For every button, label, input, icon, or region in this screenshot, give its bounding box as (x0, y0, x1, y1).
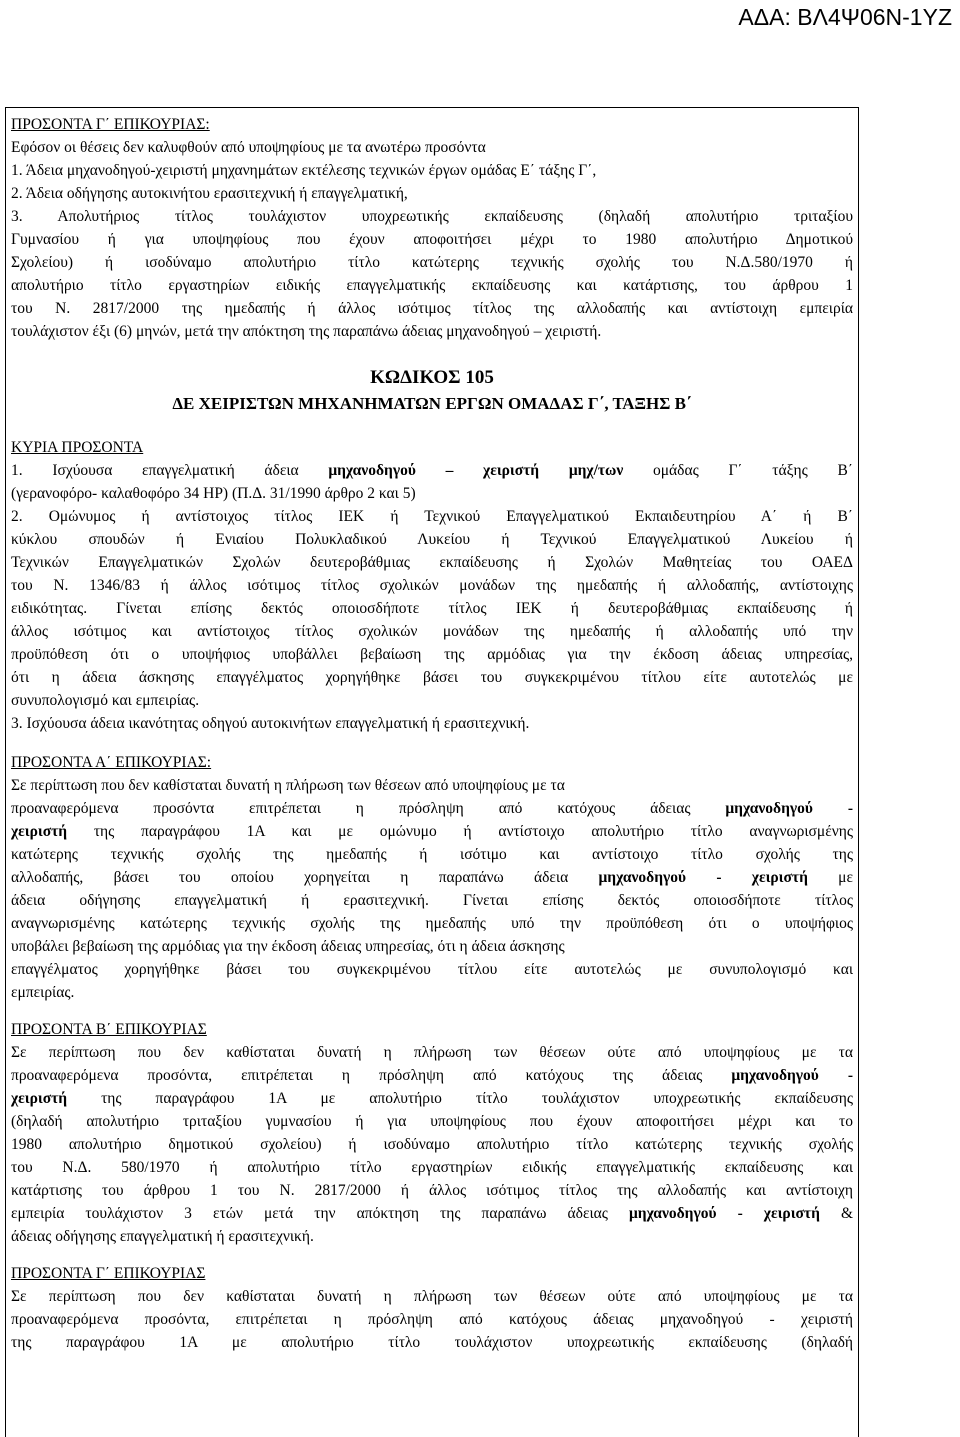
paragraph-line: Σχολείου) ή ισοδύναμο απολυτήριο τίτλο κατώτερης τεχνικής σχολής του Ν.Δ.580/1970 ή (11, 254, 853, 271)
paragraph-line: προαναφερόμενα προσόντα, επιτρέπεται η πρόσληψη από κατόχους της άδειας μηχανοδηγού - (11, 1067, 854, 1084)
section-heading-b-support: ΠΡΟΣΟΝΤΑ Β΄ ΕΠΙΚΟΥΡΙΑΣ (11, 1021, 207, 1038)
paragraph-line: προαναφερόμενα προσόντα επιτρέπεται η πρόσληψη από κατόχους άδειας μηχανοδηγού - (11, 800, 853, 817)
paragraph-line: κατάρτισης του άρθρου 1 του Ν. 2817/2000 ή άλλος ισότιμος τίτλος της αλλοδαπής και αντίστοιχη (11, 1182, 853, 1199)
paragraph-line: επαγγέλματος χορηγήθηκε βάσει του συγκεκριμένου τίτλου είτε αυτοτελώς με συνυπολογισμό και (11, 961, 853, 978)
paragraph-line: Σε περίπτωση που δεν καθίσταται δυνατή η πλήρωση των θέσεων ούτε από υποψηφίους με τα (11, 1288, 853, 1305)
section-heading-c-support: ΠΡΟΣΟΝΤΑ Γ΄ ΕΠΙΚΟΥΡΙΑΣ (11, 1265, 206, 1282)
section-heading-c-support-top: ΠΡΟΣΟΝΤΑ Γ΄ ΕΠΙΚΟΥΡΙΑΣ: (11, 116, 210, 133)
paragraph-line: του Ν. 1346/83 ή άλλος ισότιμος τίτλος σχολικών μονάδων της ημεδαπής ή αλλοδαπής, αντίστοιχης (11, 577, 853, 594)
paragraph-line: αναγνωρισμένης κατώτερης τεχνικής σχολής της ημεδαπής υπό την προϋπόθεση ότι ο υποψήφιος (11, 915, 853, 932)
paragraph-line: κατώτερης τεχνικής σχολής της ημεδαπής ή ισότιμο και αντίστοιχο τίτλο σχολής της (11, 846, 853, 863)
paragraph-line: Γυμνασίου ή για υποψηφίους που έχουν αποφοιτήσει μέχρι το 1980 απολυτήριο Δημοτικού (11, 231, 853, 248)
paragraph-line: Σε περίπτωση που δεν καθίσταται δυνατή η πλήρωση των θέσεων από υποψηφίους με τα (11, 777, 565, 794)
section-heading-a-support: ΠΡΟΣΟΝΤΑ Α΄ ΕΠΙΚΟΥΡΙΑΣ: (11, 754, 212, 771)
paragraph-line: Σε περίπτωση που δεν καθίσταται δυνατή η πλήρωση των θέσεων ούτε από υποψηφίους με τα (11, 1044, 853, 1061)
document-body (11, 107, 853, 1354)
paragraph-line: προϋπόθεση ότι ο υποψήφιος υποβάλλει βεβαίωση της αρμόδιας για την έκδοση άδειας υπηρεσίας, (11, 646, 853, 663)
paragraph-line: άδεια οδήγησης επαγγελματική ή ερασιτεχνική. Γίνεται επίσης δεκτός οποιοσδήποτε τίτλος (11, 892, 853, 909)
paragraph-line: Τεχνικών Επαγγελματικών Σχολών δευτεροβάθμιας εκπαίδευσης ή Σχολών Μαθητείας του ΟΑΕΔ (11, 554, 853, 571)
document-ada-code: ΑΔΑ: ΒΛ4Ψ06Ν-1ΥΖ (738, 4, 952, 30)
paragraph-line: ειδικότητας. Γίνεται επίσης δεκτός οποιοσδήποτε τίτλος ΙΕΚ ή δευτεροβάθμιας εκπαίδευσης ή (11, 600, 853, 617)
paragraph-line: χειριστή της παραγράφου 1Α και με ομώνυμο ή αντίστοιχο απολυτήριο τίτλο αναγνωρισμένης (11, 823, 853, 840)
paragraph-line: του Ν. 2817/2000 της ημεδαπής ή άλλος ισότιμος τίτλος της αλλοδαπής και αντίστοιχη εμπειρία (11, 300, 853, 317)
paragraph-line: συνυπολογισμό και εμπειρίας. (11, 692, 200, 709)
paragraph-line: ότι η άδεια άσκησης επαγγέλματος χορηγήθηκε βάσει του συγκεκριμένου τίτλου είτε αυτοτελώς με (11, 669, 853, 686)
paragraph-line: εμπειρία τουλάχιστον 3 ετών μετά την απόκτηση της παραπάνω άδειας μηχανοδηγού - χειριστή & (11, 1205, 854, 1222)
paragraph-line: αλλοδαπής, βάσει του οποίου χορηγείται η παραπάνω άδεια μηχανοδηγού - χειριστή με (11, 869, 853, 886)
paragraph-line: υποβάλει βεβαίωση της αρμόδιας για την έκδοση άδειας υπηρεσίας, ότι η άδεια άσκησης (11, 938, 565, 955)
paragraph-line: εμπειρίας. (11, 984, 75, 1001)
paragraph-line: (δηλαδή απολυτήριο τριταξίου γυμνασίου ή για υποψηφίους που έχουν αποφοιτήσει μέχρι και το (11, 1113, 853, 1130)
paragraph-line: του Ν.Δ. 580/1970 ή απολυτήριο τίτλο εργαστηρίων ειδικής επαγγελματικής εκπαίδευσης και (11, 1159, 853, 1176)
code-title: ΚΩΔΙΚΟΣ 105 (370, 367, 494, 388)
paragraph-line: (γερανοφόρο- καλαθοφόρο 34 HP) (Π.Δ. 31/1990 άρθρο 2 και 5) (11, 485, 416, 502)
paragraph-line: 3. Ισχύουσα άδεια ικανότητας οδηγού αυτοκινήτων επαγγελματική ή ερασιτεχνική. (11, 715, 530, 732)
paragraph-line: 2. Ομώνυμος ή αντίστοιχος τίτλος ΙΕΚ ή Τεχνικού Επαγγελματικού Εκπαιδευτηρίου Α΄ ή Β΄ (11, 508, 853, 525)
paragraph-line: 1. Άδεια μηχανοδηγού-χειριστή μηχανημάτων εκτέλεσης τεχνικών έργων ομάδας Ε΄ τάξης Γ΄, (11, 162, 597, 179)
paragraph-line: άδειας οδήγησης επαγγελματική ή ερασιτεχνική. (11, 1228, 314, 1245)
paragraph-line: 1. Ισχύουσα επαγγελματική άδεια μηχανοδηγού – χειριστή μηχ/των ομάδας Γ΄ τάξης Β΄ (11, 462, 854, 479)
paragraph-line: χειριστή της παραγράφου 1Α με απολυτήριο τίτλο τουλάχιστον υποχρεωτικής εκπαίδευσης (11, 1090, 853, 1107)
code-subtitle: ΔΕ ΧΕΙΡΙΣΤΩΝ ΜΗΧΑΝΗΜΑΤΩΝ ΕΡΓΩΝ ΟΜΑΔΑΣ Γ΄, ΤΑΞΗΣ Β΄ (172, 394, 692, 413)
paragraph-line: της παραγράφου 1Α με απολυτήριο τίτλο τουλάχιστον υποχρεωτικής εκπαίδευσης (δηλαδή (11, 1334, 853, 1351)
paragraph-line: 2. Άδεια οδήγησης αυτοκινήτου ερασιτεχνική ή επαγγελματική, (11, 185, 408, 202)
paragraph-line: Εφόσον οι θέσεις δεν καλυφθούν από υποψηφίους με τα ανωτέρω προσόντα (11, 139, 486, 156)
section-heading-main: ΚΥΡΙΑ ΠΡΟΣΟΝΤΑ (11, 439, 144, 456)
paragraph-line: 1980 απολυτήριο δημοτικού σχολείου) ή ισοδύναμο απολυτήριο τίτλο κατώτερης τεχνικής σχολής (11, 1136, 853, 1153)
paragraph-line: απολυτήριο τίτλο εργαστηρίων ειδικής επαγγελματικής εκπαίδευσης και κατάρτισης, του άρθρου 1 (11, 277, 853, 294)
paragraph-line: 3. Απολυτήριος τίτλος τουλάχιστον υποχρεωτικής εκπαίδευσης (δηλαδή απολυτήριο τριταξίου (11, 208, 853, 225)
paragraph-line: τουλάχιστον έξι (6) μηνών, μετά την απόκτηση της παραπάνω άδειας μηχανοδηγού – χειριστή. (11, 323, 602, 340)
paragraph-line: άλλος ισότιμος και αντίστοιχος τίτλος σχολικών μονάδων της ημεδαπής ή αλλοδαπής υπό την (11, 623, 853, 640)
paragraph-line: προαναφερόμενα προσόντα, επιτρέπεται η πρόσληψη από κατόχους άδειας μηχανοδηγού - χειριστή (11, 1311, 853, 1328)
paragraph-line: κύκλου σπουδών ή Ενιαίου Πολυκλαδικού Λυκείου ή Τεχνικού Επαγγελματικού Λυκείου ή (11, 531, 853, 548)
